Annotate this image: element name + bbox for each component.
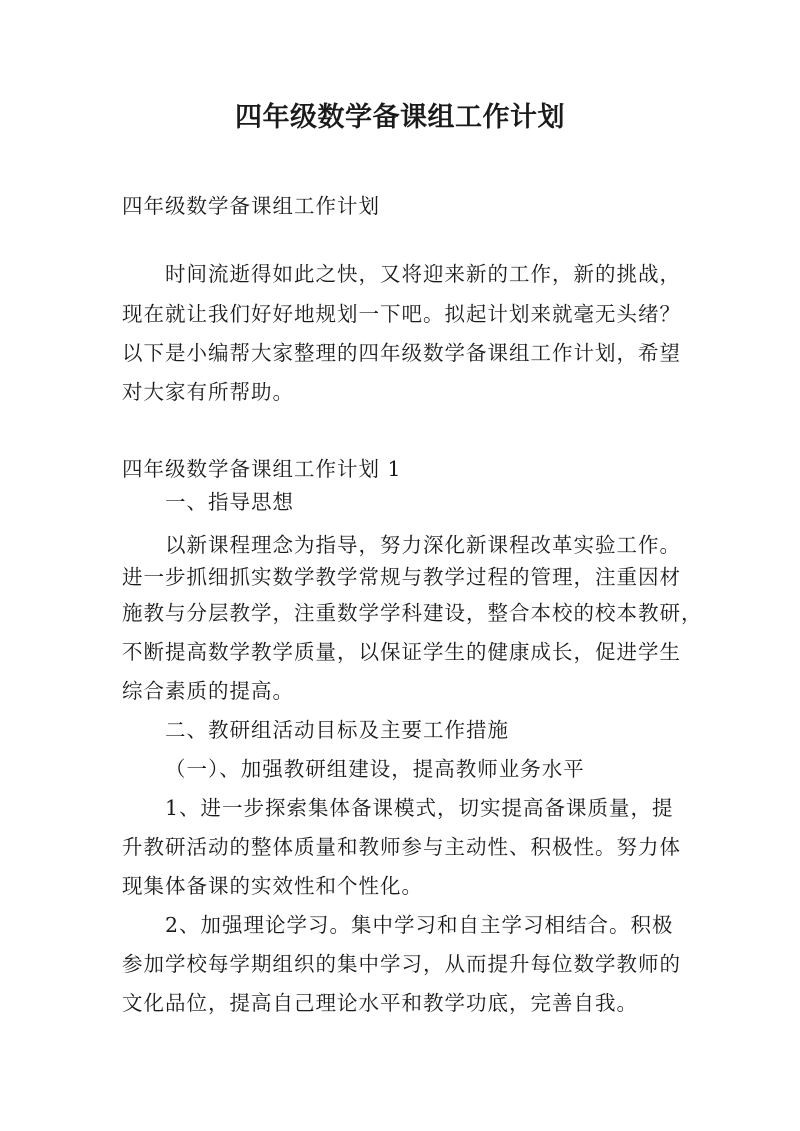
intro-line-4: 对大家有所帮助。: [122, 380, 294, 404]
guiding-line-4: 不断提高数学教学质量，以保证学生的健康成长，促进学生: [122, 640, 681, 664]
intro-line-3: 以下是小编帮大家整理的四年级数学备课组工作计划，希望: [122, 341, 681, 365]
item-2-line-2: 参加学校每学期组织的集中学习，从而提升每位数学教师的: [122, 952, 681, 976]
section-1-title: 四年级数学备课组工作计划 1: [122, 457, 402, 481]
guiding-heading: 一、指导思想: [165, 490, 294, 514]
intro-line-1: 时间流逝得如此之快，又将迎来新的工作，新的挑战，: [165, 262, 681, 286]
item-1-line-1: 1、进一步探索集体备课模式，切实提高备课质量，提: [165, 796, 674, 820]
sub-heading-1: （一）、加强教研组建设，提高教师业务水平: [165, 757, 585, 781]
item-2-line-3: 文化品位，提高自己理论水平和教学功底，完善自我。: [122, 991, 638, 1015]
item-1-line-3: 现集体备课的实效性和个性化。: [122, 874, 423, 898]
guiding-line-1: 以新课程理念为指导，努力深化新课程改革实验工作。: [165, 533, 681, 557]
guiding-line-2: 进一步抓细抓实数学教学常规与教学过程的管理，注重因材: [122, 565, 681, 589]
item-1-line-2: 升教研活动的整体质量和教师参与主动性、积极性。努力体: [122, 835, 681, 859]
item-2-line-1: 2、加强理论学习。集中学习和自主学习相结合。积极: [165, 913, 674, 937]
guiding-line-3: 施教与分层教学，注重数学学科建设，整合本校的校本教研，: [122, 601, 703, 625]
intro-line-2: 现在就让我们好好地规划一下吧。拟起计划来就毫无头绪？: [122, 302, 681, 326]
guiding-line-5: 综合素质的提高。: [122, 679, 294, 703]
document-subtitle: 四年级数学备课组工作计划: [122, 194, 380, 218]
goals-heading: 二、教研组活动目标及主要工作措施: [165, 718, 509, 742]
document-title: 四年级数学备课组工作计划: [235, 102, 565, 133]
